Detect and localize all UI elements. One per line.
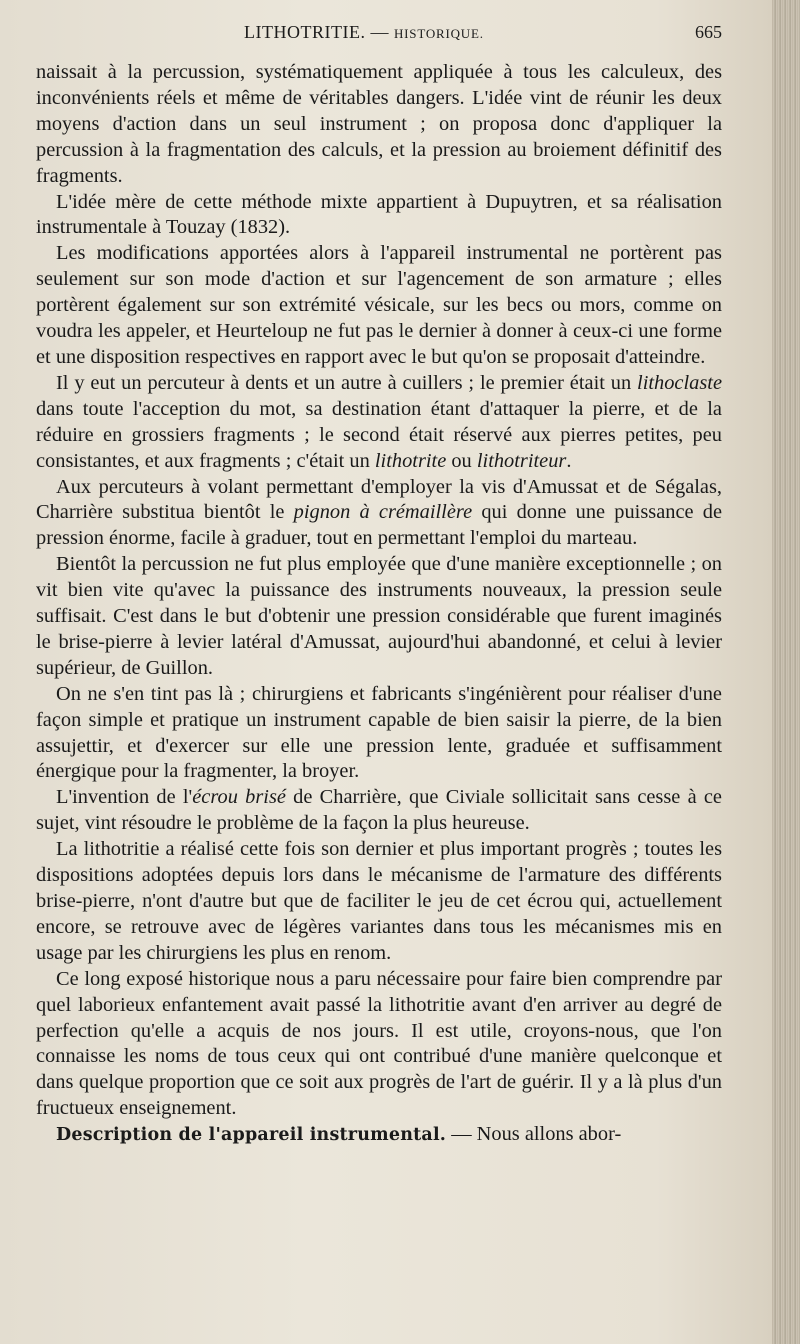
section-heading: Description de l'appareil instrumental. <box>56 1125 447 1146</box>
paragraph <box>36 1122 722 1149</box>
paragraph: Les modifications apportées alors à l'appareil instrumental ne portèrent pas seulement sur son mode d'action et sur l'agencement de son armature ; elles portèrent également sur son extrémité vésicale, sur les becs ou mors, comme on voudra les appeler, et Heurteloup ne fut pas le dernier à donner à ceux-ci une forme et une disposition respectives en rapport avec le but qu'on se proposait d'atteindre. <box>36 242 722 368</box>
text-run: L'invention de l' <box>56 786 193 809</box>
paragraph <box>36 785 722 837</box>
running-title <box>244 22 484 43</box>
paragraph <box>36 475 722 553</box>
italic-term: lithotrite <box>374 449 447 472</box>
paragraph: On ne s'en tint pas là ; chirurgiens et fabricants s'ingénièrent pour réaliser d'une façon simple et pratique un instrument capable de bien saisir la pierre, de la bien assujettir, et d'exercer sur elle une pression lente, graduée et suffisamment énergique pour la fragmenter, la broyer. <box>36 682 722 783</box>
header-title: LITHOTRITIE. <box>244 22 366 42</box>
text-run: qui donne une puissance de pression énorme, facile à graduer, tout en permettant l'emploi du marteau. <box>36 501 723 550</box>
page-edge <box>772 0 800 1344</box>
header-subtitle: HISTORIQUE. <box>393 26 484 41</box>
text-run: ou <box>446 449 477 472</box>
page-number: 665 <box>695 22 722 42</box>
text-run: Aux percuteurs à volant permettant d'employer la vis d'Amussat et de Ségalas, Charrière substitua bientôt le <box>36 475 722 524</box>
paragraph: L'idée mère de cette méthode mixte appartient à Dupuytren, et sa réalisation instrumentale à Touzay (1832). <box>36 190 722 239</box>
text-run: — Nous allons abor- <box>446 1123 622 1146</box>
italic-term: écrou brisé <box>192 786 286 809</box>
body-text <box>36 60 722 1149</box>
text-run: de Charrière, que Civiale sollicitait sans cesse à ce sujet, vint résoudre le problème de la façon la plus heureuse. <box>36 786 722 835</box>
text-run: dans toute l'acception du mot, sa destination étant d'attaquer la pierre, et de la réduire en grossiers fragments ; le second était réservé aux pierres petites, peu consistantes, et aux fragments ; c'était un <box>36 397 722 472</box>
paragraph: Bientôt la percussion ne fut plus employée que d'une manière exceptionnelle ; on vit bien vite qu'avec la puissance des instruments nouveaux, la pression seule suffisait. C'est dans le but d'obtenir une pression considérable que furent imaginés le brise-pierre à levier latéral d'Amussat, aujourd'hui abandonné, et celui à levier supérieur, de Guillon. <box>36 553 722 679</box>
italic-term: lithoclaste <box>637 371 722 394</box>
paragraph <box>36 371 722 475</box>
italic-term: pignon à crémaillère <box>293 501 473 524</box>
text-run: Il y eut un percuteur à dents et un autre à cuillers ; le premier était un <box>56 371 638 394</box>
running-header <box>36 22 722 48</box>
paragraph: naissait à la percussion, systématiquement appliquée à tous les calculeux, des inconvénients réels et même de véritables dangers. L'idée vint de réunir les deux moyens d'action dans un seul instrument ; on proposa donc d'appliquer la percussion à la fragmentation des calculs, et la pression au broiement définitif des fragments. <box>36 61 722 187</box>
italic-term: lithotriteur <box>476 449 567 472</box>
paragraph: La lithotritie a réalisé cette fois son dernier et plus important progrès ; toutes les dispositions adoptées depuis lors dans le mécanisme de l'armature des différents brise-pierre, n'ont d'autre but que de faciliter le jeu de cet écrou qui, actuellement encore, se retrouve avec de légères variantes dans tous les mécanismes mis en usage par les chirurgiens les plus en renom. <box>36 838 722 964</box>
text-run: . <box>566 449 572 472</box>
paragraph: Ce long exposé historique nous a paru nécessaire pour faire bien comprendre par quel laborieux enfantement avait passé la lithotritie avant d'en arriver au degré de perfection qu'elle a acquis de nos jours. Il est utile, croyons-nous, que l'on connaisse les noms de tous ceux qui ont contribué d'une manière quelconque et dans quelque proportion que ce soit aux progrès de l'art de guérir. Il y a là plus d'un fructueux enseignement. <box>36 967 722 1120</box>
header-dash: — <box>370 22 389 42</box>
